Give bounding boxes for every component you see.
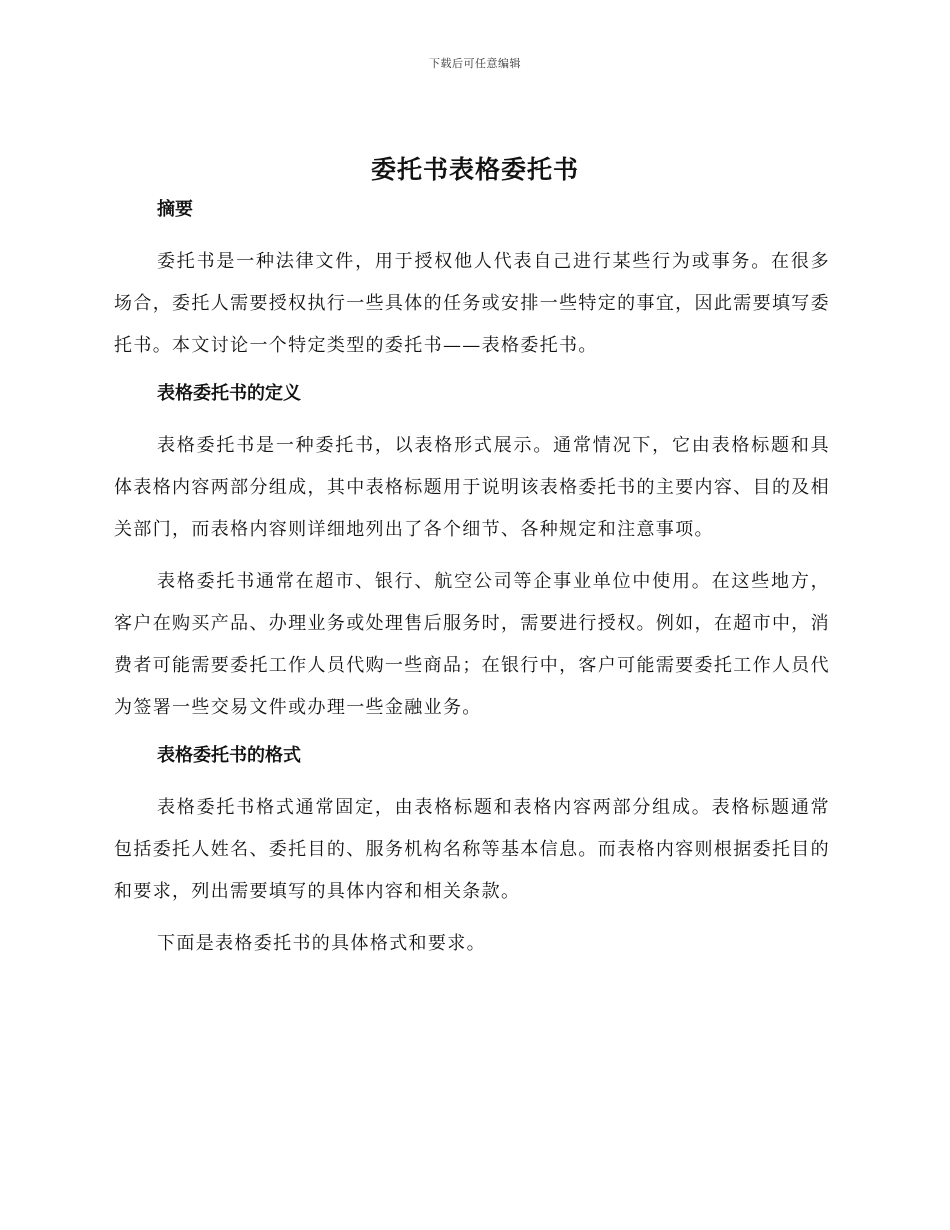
paragraph: 下面是表格委托书的具体格式和要求。 xyxy=(157,933,486,954)
section-definition xyxy=(114,377,830,729)
section-heading: 表格委托书的格式 xyxy=(157,745,301,766)
header-note: 下载后可任意编辑 xyxy=(429,57,521,70)
document-title: 委托书表格委托书 xyxy=(370,155,579,184)
paragraph: 表格委托书通常在超市、银行、航空公司等企事业单位中使用。在这些地方，客户在购买产品、办理业务或处理售后服务时，需要进行授权。例如，在超市中，消费者可能需要委托工作人员代购一些商品；在银行中，客户可能需要委托工作人员代为签署一些交易文件或办理一些金融业务。 xyxy=(114,571,830,718)
section-heading: 表格委托书的定义 xyxy=(157,383,301,404)
paragraph: 委托书是一种法律文件，用于授权他人代表自己进行某些行为或事务。在很多场合，委托人需要授权执行一些具体的任务或安排一些特定的事宜，因此需要填写委托书。本文讨论一个特定类型的委托书——表格委托书。 xyxy=(114,251,830,356)
paragraph: 表格委托书格式通常固定，由表格标题和表格内容两部分组成。表格标题通常包括委托人姓名、委托目的、服务机构名称等基本信息。而表格内容则根据委托目的和要求，列出需要填写的具体内容和相关条款。 xyxy=(114,797,830,902)
paragraph: 表格委托书是一种委托书，以表格形式展示。通常情况下，它由表格标题和具体表格内容两部分组成，其中表格标题用于说明该表格委托书的主要内容、目的及相关部门，而表格内容则详细地列出了各个细节、各种规定和注意事项。 xyxy=(114,435,830,540)
section-abstract xyxy=(114,193,830,367)
section-format xyxy=(114,739,830,965)
section-heading: 摘要 xyxy=(157,199,193,220)
document-body xyxy=(114,193,830,975)
